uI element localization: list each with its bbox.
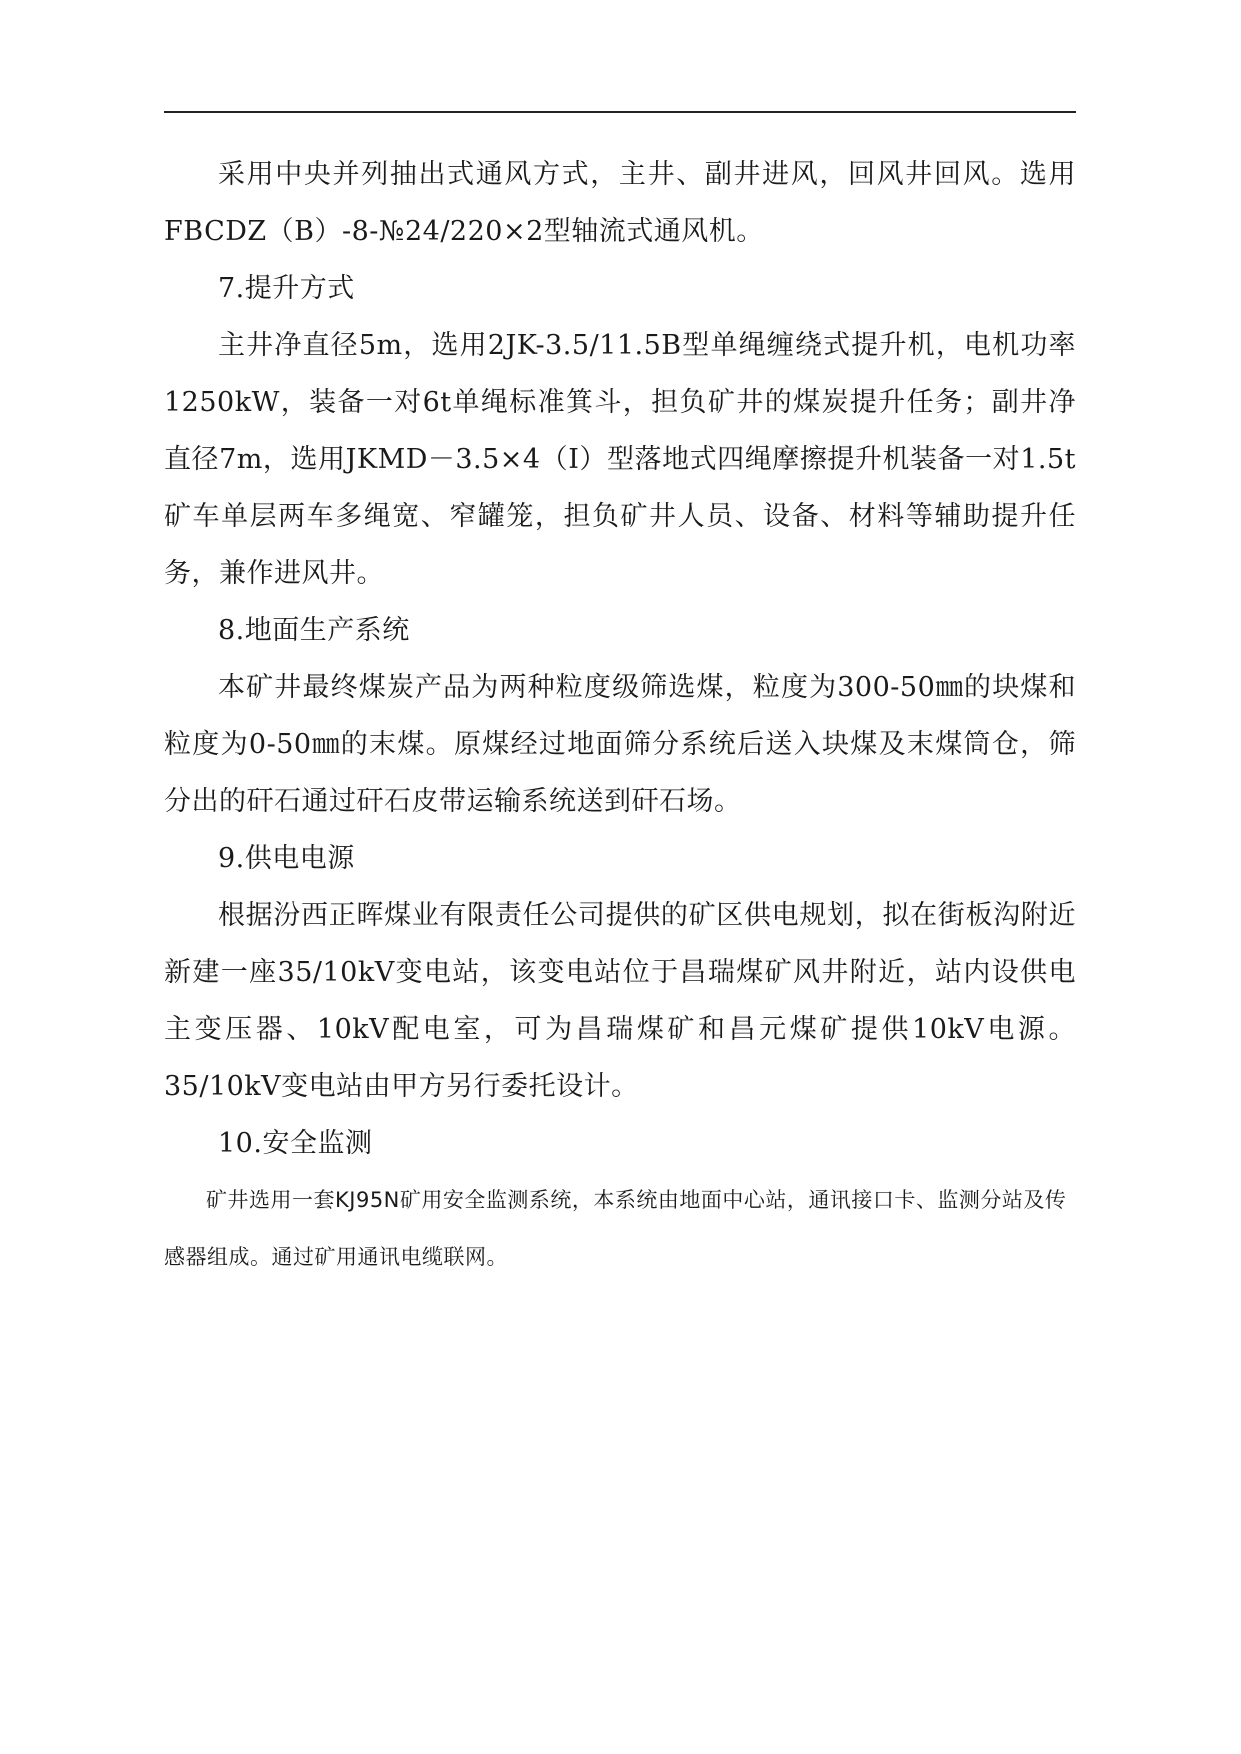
header-rule (164, 111, 1076, 113)
paragraph-surface-production: 本矿井最终煤炭产品为两种粒度级筛选煤，粒度为300-50㎜的块煤和粒度为0-50㎜的末煤。原煤经过地面筛分系统后送入块煤及末煤筒仓，筛分出的矸石通过矸石皮带运输系统送到矸石场。 (164, 672, 1076, 817)
section-heading-hoisting: 7.提升方式 (218, 273, 355, 304)
section-heading-surface-production: 8.地面生产系统 (218, 615, 410, 646)
section-heading-safety-monitoring: 10.安全监测 (218, 1128, 373, 1159)
paragraph-hoisting: 主井净直径5m，选用2JK-3.5/11.5B型单绳缠绕式提升机，电机功率1250kW，装备一对6t单绳标准箕斗，担负矿井的煤炭提升任务；副井净直径7m，选用JKMD－3.5×4（I）型落地式四绳摩擦提升机装备一对1.5t矿车单层两车多绳宽、窄罐笼，担负矿井人员、设备、材料等辅助提升任务，兼作进风井。 (164, 330, 1076, 589)
paragraph-ventilation: 采用中央并列抽出式通风方式，主井、副井进风，回风井回风。选用FBCDZ（B）-8-№24/220×2型轴流式通风机。 (164, 159, 1076, 247)
document-body (164, 146, 1076, 1286)
paragraph-safety-monitoring: 矿井选用一套KJ95N矿用安全监测系统，本系统由地面中心站，通讯接口卡、监测分站及传感器组成。通过矿用通讯电缆联网。 (164, 1188, 1067, 1269)
paragraph-power-supply: 根据汾西正晖煤业有限责任公司提供的矿区供电规划，拟在街板沟附近新建一座35/10kV变电站，该变电站位于昌瑞煤矿风井附近，站内设供电主变压器、10kV配电室，可为昌瑞煤矿和昌元煤矿提供10kV电源。35/10kV变电站由甲方另行委托设计。 (164, 900, 1076, 1102)
section-heading-power-supply: 9.供电电源 (218, 843, 355, 874)
